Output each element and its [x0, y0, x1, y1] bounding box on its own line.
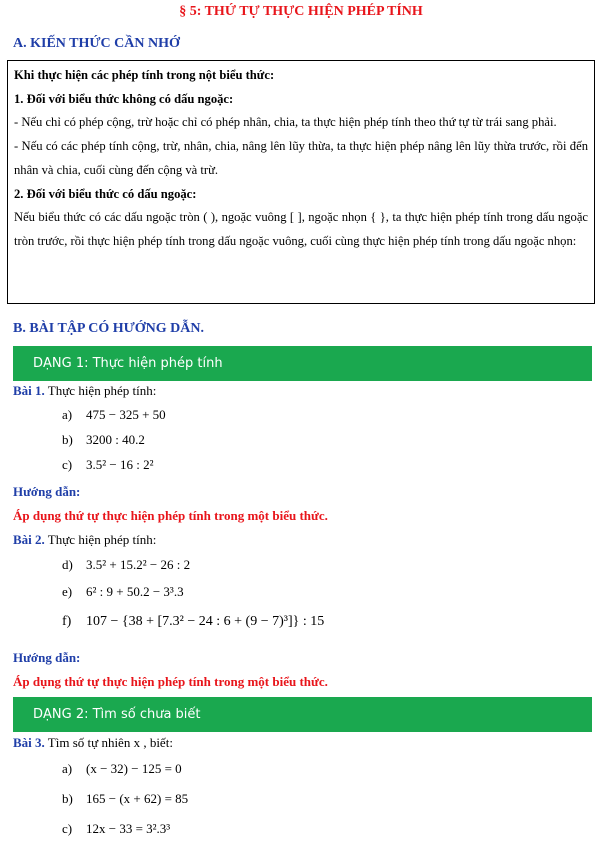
- exercise-3-item-a: [62, 761, 182, 777]
- exercise-3-item-b: [62, 791, 188, 807]
- exercise-2-item-f: [62, 614, 324, 630]
- guide-text-2: Áp dụng thứ tự thực hiện phép tính trong một biểu thức.: [13, 674, 328, 689]
- exercise-2-item-d: [62, 557, 190, 573]
- section-a-heading: A. KIẾN THỨC CẦN NHỚ: [13, 36, 180, 51]
- exercise-3-prompt: [13, 735, 173, 751]
- guide-text-1: Áp dụng thứ tự thực hiện phép tính trong một biểu thức.: [13, 508, 328, 523]
- item-key: d): [62, 557, 73, 572]
- item-expression: (x − 32) − 125 = 0: [86, 761, 182, 776]
- type-2-banner: DẠNG 2: Tìm số chưa biết: [13, 697, 592, 732]
- guide-heading-1: Hướng dẫn:: [13, 484, 81, 499]
- exercise-1-item-b: [62, 432, 145, 448]
- box-intro: Khi thực hiện các phép tính trong nột biểu thức:: [14, 68, 275, 82]
- page-title: § 5: THỨ TỰ THỰC HIỆN PHÉP TÍNH: [179, 4, 423, 19]
- item-expression: 12x − 33 = 3².3³: [86, 821, 171, 836]
- item-key: c): [62, 821, 73, 836]
- item-expression: 165 − (x + 62) = 85: [86, 791, 189, 806]
- box-rule-1-heading: 1. Đối với biểu thức không có dấu ngoặc:: [14, 91, 234, 106]
- exercise-2-prompt: [13, 532, 156, 548]
- item-key: b): [62, 791, 73, 806]
- item-expression: 3.5² + 15.2² − 26 : 2: [86, 557, 191, 572]
- box-rule-2-heading: 2. Đối với biểu thức có dấu ngoặc:: [14, 186, 197, 201]
- type-1-banner: DẠNG 1: Thực hiện phép tính: [13, 346, 592, 381]
- box-rule-2: Nếu biểu thức có các dấu ngoặc tròn ( ), ngoặc vuông [ ], ngoặc nhọn { }, ta thực hiện phép tính trong dấu ngoặc tròn trước, rồi thực hiện phép tính trong dấu ngoặc vuông, cuối cùng thực hiện phép tính trong dấu ngoặc nhọn:: [14, 210, 588, 248]
- knowledge-box: [7, 60, 595, 304]
- item-key: a): [62, 761, 73, 776]
- item-key: a): [62, 407, 73, 422]
- box-rule-1a: - Nếu chỉ có phép cộng, trừ hoặc chỉ có phép nhân, chia, ta thực hiện phép tính theo thứ tự từ trái sang phải.: [14, 115, 557, 130]
- item-expression: 3.5² − 16 : 2²: [86, 457, 154, 472]
- item-expression: 107 − {38 + [7.3² − 24 : 6 + (9 − 7)³]} : 15: [86, 614, 325, 629]
- item-key: e): [62, 584, 73, 599]
- exercise-1-prompt: [13, 383, 156, 399]
- exercise-1-item-c: [62, 457, 154, 473]
- item-key: f): [62, 614, 72, 629]
- guide-heading-2: Hướng dẫn:: [13, 650, 81, 665]
- item-expression: 475 − 325 + 50: [86, 407, 166, 422]
- item-key: b): [62, 432, 73, 447]
- exercise-3-text: Tìm số tự nhiên x , biết:: [44, 735, 173, 750]
- exercise-2-label: Bài 2.: [13, 532, 45, 547]
- item-expression: 3200 : 40.2: [86, 432, 145, 447]
- exercise-1-item-a: [62, 407, 166, 423]
- exercise-3-label: Bài 3.: [13, 735, 45, 750]
- box-rule-1b: - Nếu có các phép tính cộng, trừ, nhân, chia, nâng lên lũy thừa, ta thực hiện phép nâng lên lũy thừa trước, rồi đến nhân và chia, cuối cùng đến cộng và trừ.: [14, 139, 588, 177]
- item-expression: 6² : 9 + 50.2 − 3³.3: [86, 584, 184, 599]
- exercise-1-label: Bài 1.: [13, 383, 45, 398]
- exercise-1-text: Thực hiện phép tính:: [44, 383, 157, 398]
- exercise-2-item-e: [62, 584, 184, 600]
- exercise-3-item-c: [62, 821, 170, 837]
- exercise-2-text: Thực hiện phép tính:: [44, 532, 157, 547]
- item-key: c): [62, 457, 73, 472]
- section-b-heading: B. BÀI TẬP CÓ HƯỚNG DẪN.: [13, 321, 204, 336]
